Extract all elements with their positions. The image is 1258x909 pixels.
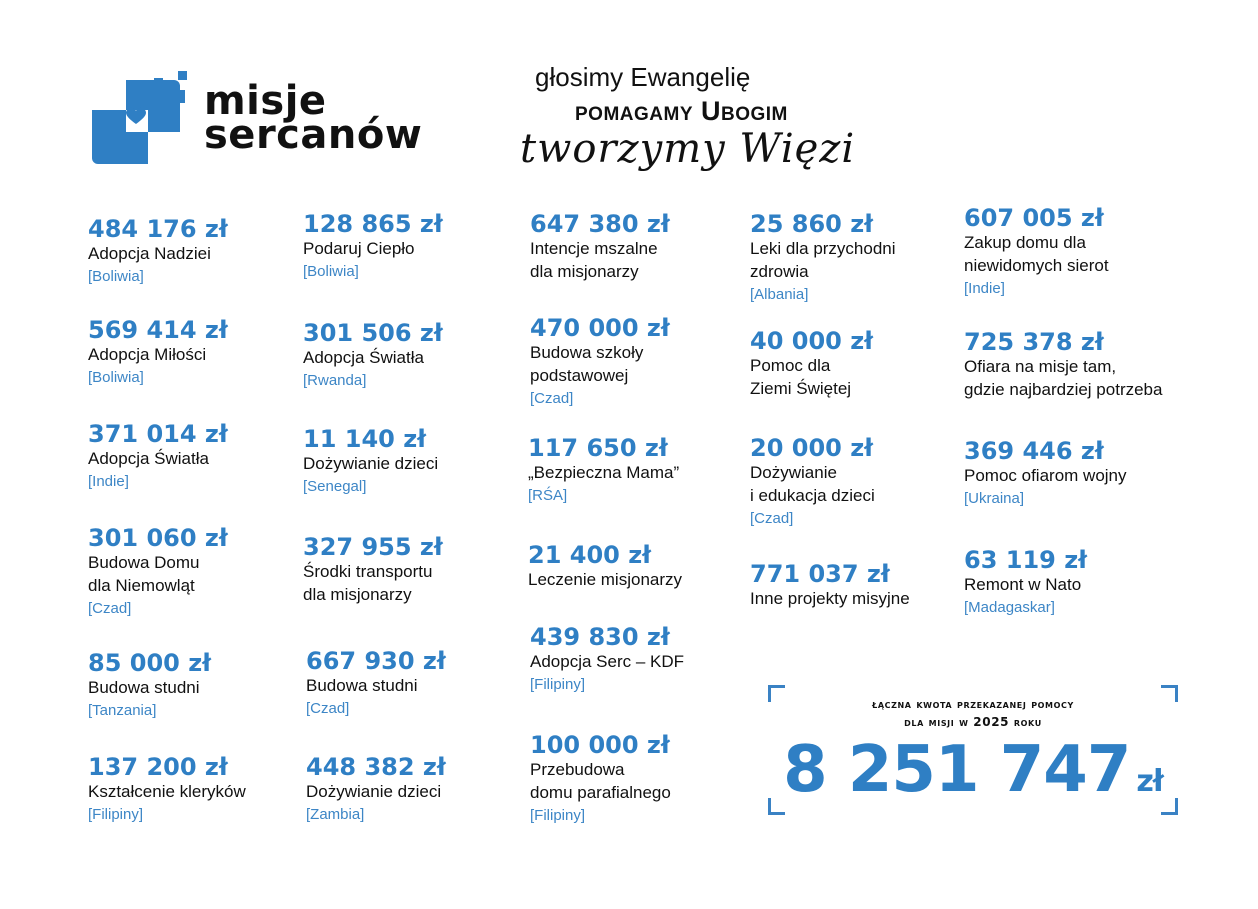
project-amount: 327 955 zł xyxy=(303,533,443,561)
project-name: Ofiara na misje tam, gdzie najbardziej potrzeba xyxy=(964,357,1163,399)
project-amount: 21 400 zł xyxy=(528,541,652,569)
project-item xyxy=(303,211,443,284)
project-name: Intencje mszalne dla misjonarzy xyxy=(530,239,658,281)
project-amount: 301 506 zł xyxy=(303,319,443,347)
project-country: [Czad] xyxy=(750,510,794,527)
project-amount: 100 000 zł xyxy=(530,731,670,759)
project-country: [RŚA] xyxy=(528,487,568,504)
project-country: [Filipiny] xyxy=(530,807,586,824)
project-item xyxy=(88,650,211,723)
project-name: Zakup domu dla niewidomych sierot xyxy=(964,233,1109,275)
project-item xyxy=(303,426,438,499)
project-country: [Zambia] xyxy=(306,806,365,823)
project-country: [Filipiny] xyxy=(530,676,586,693)
slogan-line1: głosimy Ewangelię xyxy=(535,62,751,92)
project-name: Leki dla przychodni zdrowia xyxy=(750,239,896,281)
project-item xyxy=(750,328,873,400)
project-name: Adopcja Światła xyxy=(303,348,424,367)
project-amount: 40 000 zł xyxy=(750,327,874,355)
project-amount: 25 860 zł xyxy=(750,210,874,238)
project-amount: 448 382 zł xyxy=(306,753,446,781)
project-item xyxy=(750,561,910,610)
project-country: [Czad] xyxy=(306,700,350,717)
project-item xyxy=(964,329,1162,401)
project-amount: 20 000 zł xyxy=(750,434,874,462)
project-item xyxy=(964,547,1087,620)
slogan-line2: pomagamy Ubogim xyxy=(575,96,788,126)
project-amount: 725 378 zł xyxy=(964,328,1104,356)
project-name: Adopcja Nadziei xyxy=(88,244,211,263)
project-item xyxy=(88,317,228,390)
project-name: Leczenie misjonarzy xyxy=(528,570,683,589)
total-amount: 8 251 747 xyxy=(783,733,1131,807)
project-item xyxy=(528,542,682,591)
project-item xyxy=(88,754,246,827)
project-name: Kształcenie kleryków xyxy=(88,782,246,801)
project-name: Budowa studni xyxy=(306,676,418,695)
brand-wordmark xyxy=(204,78,423,158)
project-name: Inne projekty misyjne xyxy=(750,589,910,608)
project-amount: 607 005 zł xyxy=(964,204,1104,232)
project-amount: 63 119 zł xyxy=(964,546,1088,574)
project-amount: 137 200 zł xyxy=(88,753,228,781)
total-label-line2: dla misji w 2025 roku xyxy=(904,715,1042,729)
project-name: Budowa studni xyxy=(88,678,200,697)
total-label-line1: łączna kwota przekazanej pomocy xyxy=(872,697,1074,711)
project-amount: 117 650 zł xyxy=(528,434,668,462)
project-item xyxy=(88,421,228,494)
brand-line2: sercanów xyxy=(204,112,423,158)
total-currency: zł xyxy=(1136,764,1163,799)
heart-in-cross-icon xyxy=(92,68,192,168)
project-name: Przebudowa domu parafialnego xyxy=(530,760,671,802)
slogan-line3: tworzymy Więzi xyxy=(520,126,856,172)
project-name: Dożywianie i edukacja dzieci xyxy=(750,463,875,505)
project-amount: 647 380 zł xyxy=(530,210,670,238)
project-amount: 569 414 zł xyxy=(88,316,228,344)
project-name: Dożywianie dzieci xyxy=(306,782,442,801)
project-amount: 128 865 zł xyxy=(303,210,443,238)
brand-line1: misje xyxy=(204,78,327,124)
project-name: Dożywianie dzieci xyxy=(303,454,439,473)
total-amount-row xyxy=(768,735,1178,817)
project-item xyxy=(964,205,1109,301)
project-country: [Indie] xyxy=(88,473,129,490)
project-country: [Ukraina] xyxy=(964,490,1025,507)
project-amount: 667 930 zł xyxy=(306,647,446,675)
project-name: Podaruj Ciepło xyxy=(303,239,415,258)
project-country: [Czad] xyxy=(530,390,574,407)
project-name: Remont w Nato xyxy=(964,575,1082,594)
project-item xyxy=(530,624,684,697)
project-country: [Indie] xyxy=(964,280,1005,297)
project-item xyxy=(528,435,679,508)
project-country: [Boliwia] xyxy=(88,369,144,386)
project-name: Budowa Domu dla Niemowląt xyxy=(88,553,200,595)
project-item xyxy=(964,438,1127,511)
project-country: [Boliwia] xyxy=(88,268,144,285)
project-amount: 771 037 zł xyxy=(750,560,890,588)
project-country: [Madagaskar] xyxy=(964,599,1055,616)
project-amount: 371 014 zł xyxy=(88,420,228,448)
project-item xyxy=(530,732,671,828)
project-item xyxy=(530,315,670,411)
project-name: Pomoc ofiarom wojny xyxy=(964,466,1127,485)
project-item xyxy=(750,435,875,531)
project-amount: 484 176 zł xyxy=(88,215,228,243)
project-item xyxy=(306,754,446,827)
project-name: Adopcja Serc – KDF xyxy=(530,652,685,671)
project-country: [Rwanda] xyxy=(303,372,367,389)
total-aid-box xyxy=(768,685,1178,815)
project-item xyxy=(530,211,670,283)
project-name: Budowa szkoły podstawowej xyxy=(530,343,644,385)
project-country: [Boliwia] xyxy=(303,263,359,280)
project-name: Środki transportu dla misjonarzy xyxy=(303,562,433,604)
project-amount: 369 446 zł xyxy=(964,437,1104,465)
project-item xyxy=(750,211,896,307)
project-item xyxy=(88,525,228,621)
project-amount: 470 000 zł xyxy=(530,314,670,342)
project-item xyxy=(306,648,446,721)
project-amount: 439 830 zł xyxy=(530,623,670,651)
project-name: Adopcja Miłości xyxy=(88,345,207,364)
project-amount: 85 000 zł xyxy=(88,649,212,677)
project-name: Adopcja Światła xyxy=(88,449,209,468)
project-country: [Senegal] xyxy=(303,478,367,495)
project-item xyxy=(303,320,443,393)
project-item xyxy=(303,534,443,606)
project-item xyxy=(88,216,228,289)
project-amount: 301 060 zł xyxy=(88,524,228,552)
project-country: [Albania] xyxy=(750,286,809,303)
brand-logo xyxy=(92,68,452,168)
project-country: [Tanzania] xyxy=(88,702,157,719)
project-country: [Filipiny] xyxy=(88,806,144,823)
project-amount: 11 140 zł xyxy=(303,425,427,453)
project-name: „Bezpieczna Mama” xyxy=(528,463,680,482)
project-country: [Czad] xyxy=(88,600,132,617)
project-name: Pomoc dla Ziemi Świętej xyxy=(750,356,852,398)
